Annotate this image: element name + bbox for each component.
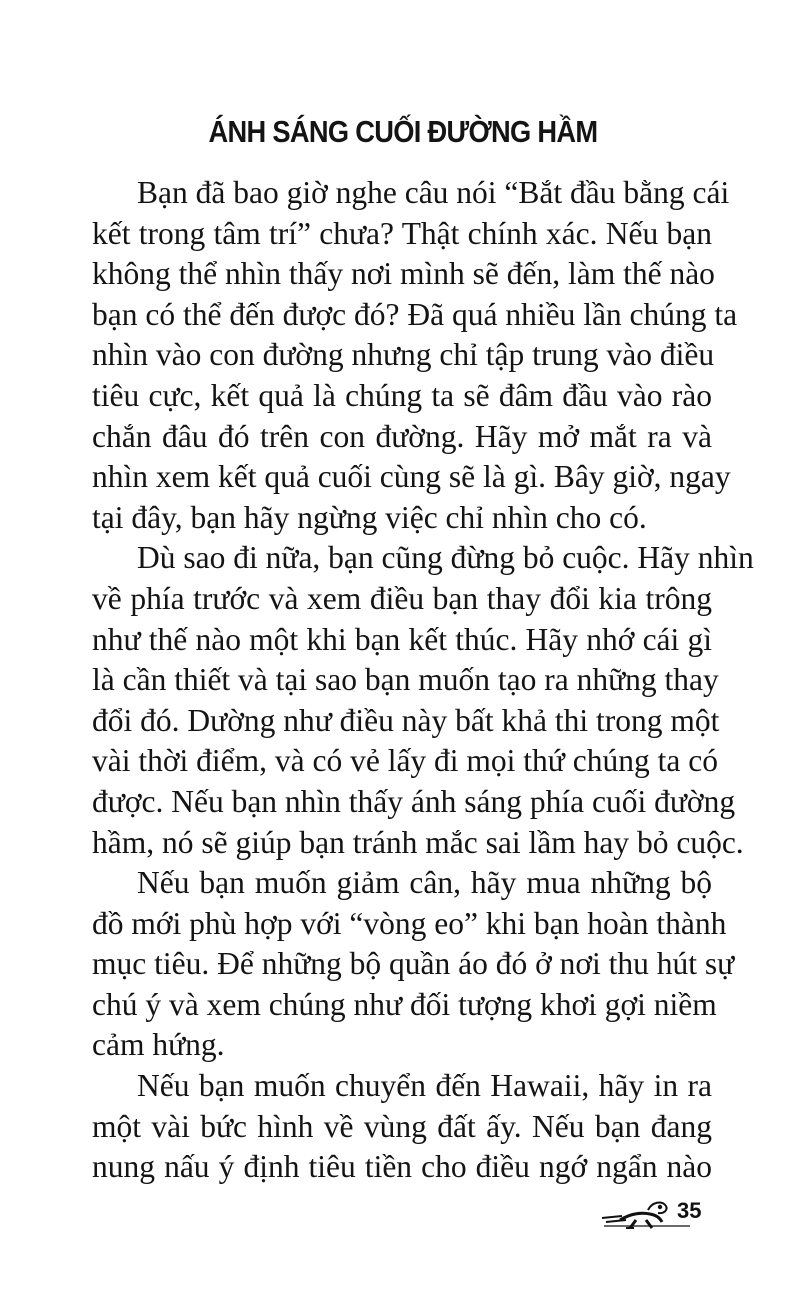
text-line: Nếu bạn muốn chuyển đến Hawaii, hãy in ra: [137, 1068, 712, 1104]
text-line: như thế nào một khi bạn kết thúc. Hãy nhớ cái gì: [92, 621, 712, 657]
text-line: nhìn xem kết quả cuối cùng sẽ là gì. Bây giờ, ngay: [92, 459, 731, 495]
text-line: hầm, nó sẽ giúp bạn tránh mắc sai lầm hay bỏ cuộc.: [92, 824, 744, 860]
text-line: về phía trước và xem điều bạn thay đổi kia trông: [92, 580, 712, 616]
text-line: Dù sao đi nữa, bạn cũng đừng bỏ cuộc. Hãy nhìn: [137, 540, 754, 576]
body-text: [92, 173, 754, 1188]
text-line: đồ mới phù hợp với “vòng eo” khi bạn hoàn thành: [92, 905, 727, 941]
text-line: nhìn vào con đường nhưng chỉ tập trung vào điều: [92, 337, 715, 373]
text-line: kết trong tâm trí” chưa? Thật chính xác. Nếu bạn: [92, 215, 712, 251]
text-line: bạn có thể đến được đó? Đã quá nhiều lần chúng ta: [92, 296, 738, 332]
page-footer: [600, 1196, 740, 1236]
text-line: một vài bức hình về vùng đất ấy. Nếu bạn đang: [92, 1108, 712, 1144]
text-line: là cần thiết và tại sao bạn muốn tạo ra những thay: [92, 662, 719, 698]
text-line: đổi đó. Dường như điều này bất khả thi trong một: [92, 702, 720, 738]
text-line: tại đây, bạn hãy ngừng việc chỉ nhìn cho có.: [92, 499, 647, 535]
text-line: Bạn đã bao giờ nghe câu nói “Bắt đầu bằng cái: [137, 175, 730, 210]
text-line: được. Nếu bạn nhìn thấy ánh sáng phía cuối đường: [92, 783, 736, 819]
text-line: tiêu cực, kết quả là chúng ta sẽ đâm đầu vào rào: [92, 377, 712, 413]
text-line: vài thời điểm, và có vẻ lấy đi mọi thứ chúng ta có: [92, 743, 718, 779]
page-number: 35: [677, 1198, 702, 1223]
text-line: nung nấu ý định tiêu tiền cho điều ngớ ngẩn nào: [92, 1149, 712, 1185]
text-line: mục tiêu. Để những bộ quần áo đó ở nơi thu hút sự: [92, 946, 735, 982]
text-line: chắn đâu đó trên con đường. Hãy mở mắt ra và: [92, 418, 712, 454]
text-line: không thể nhìn thấy nơi mình sẽ đến, làm thế nào: [92, 256, 715, 292]
text-line: cảm hứng.: [92, 1027, 225, 1063]
text-line: Nếu bạn muốn giảm cân, hãy mua những bộ: [137, 865, 712, 901]
chapter-title: ÁNH SÁNG CUỐI ĐƯỜNG HẦM: [208, 114, 598, 149]
text-line: chú ý và xem chúng như đối tượng khơi gợi niềm: [92, 986, 717, 1022]
